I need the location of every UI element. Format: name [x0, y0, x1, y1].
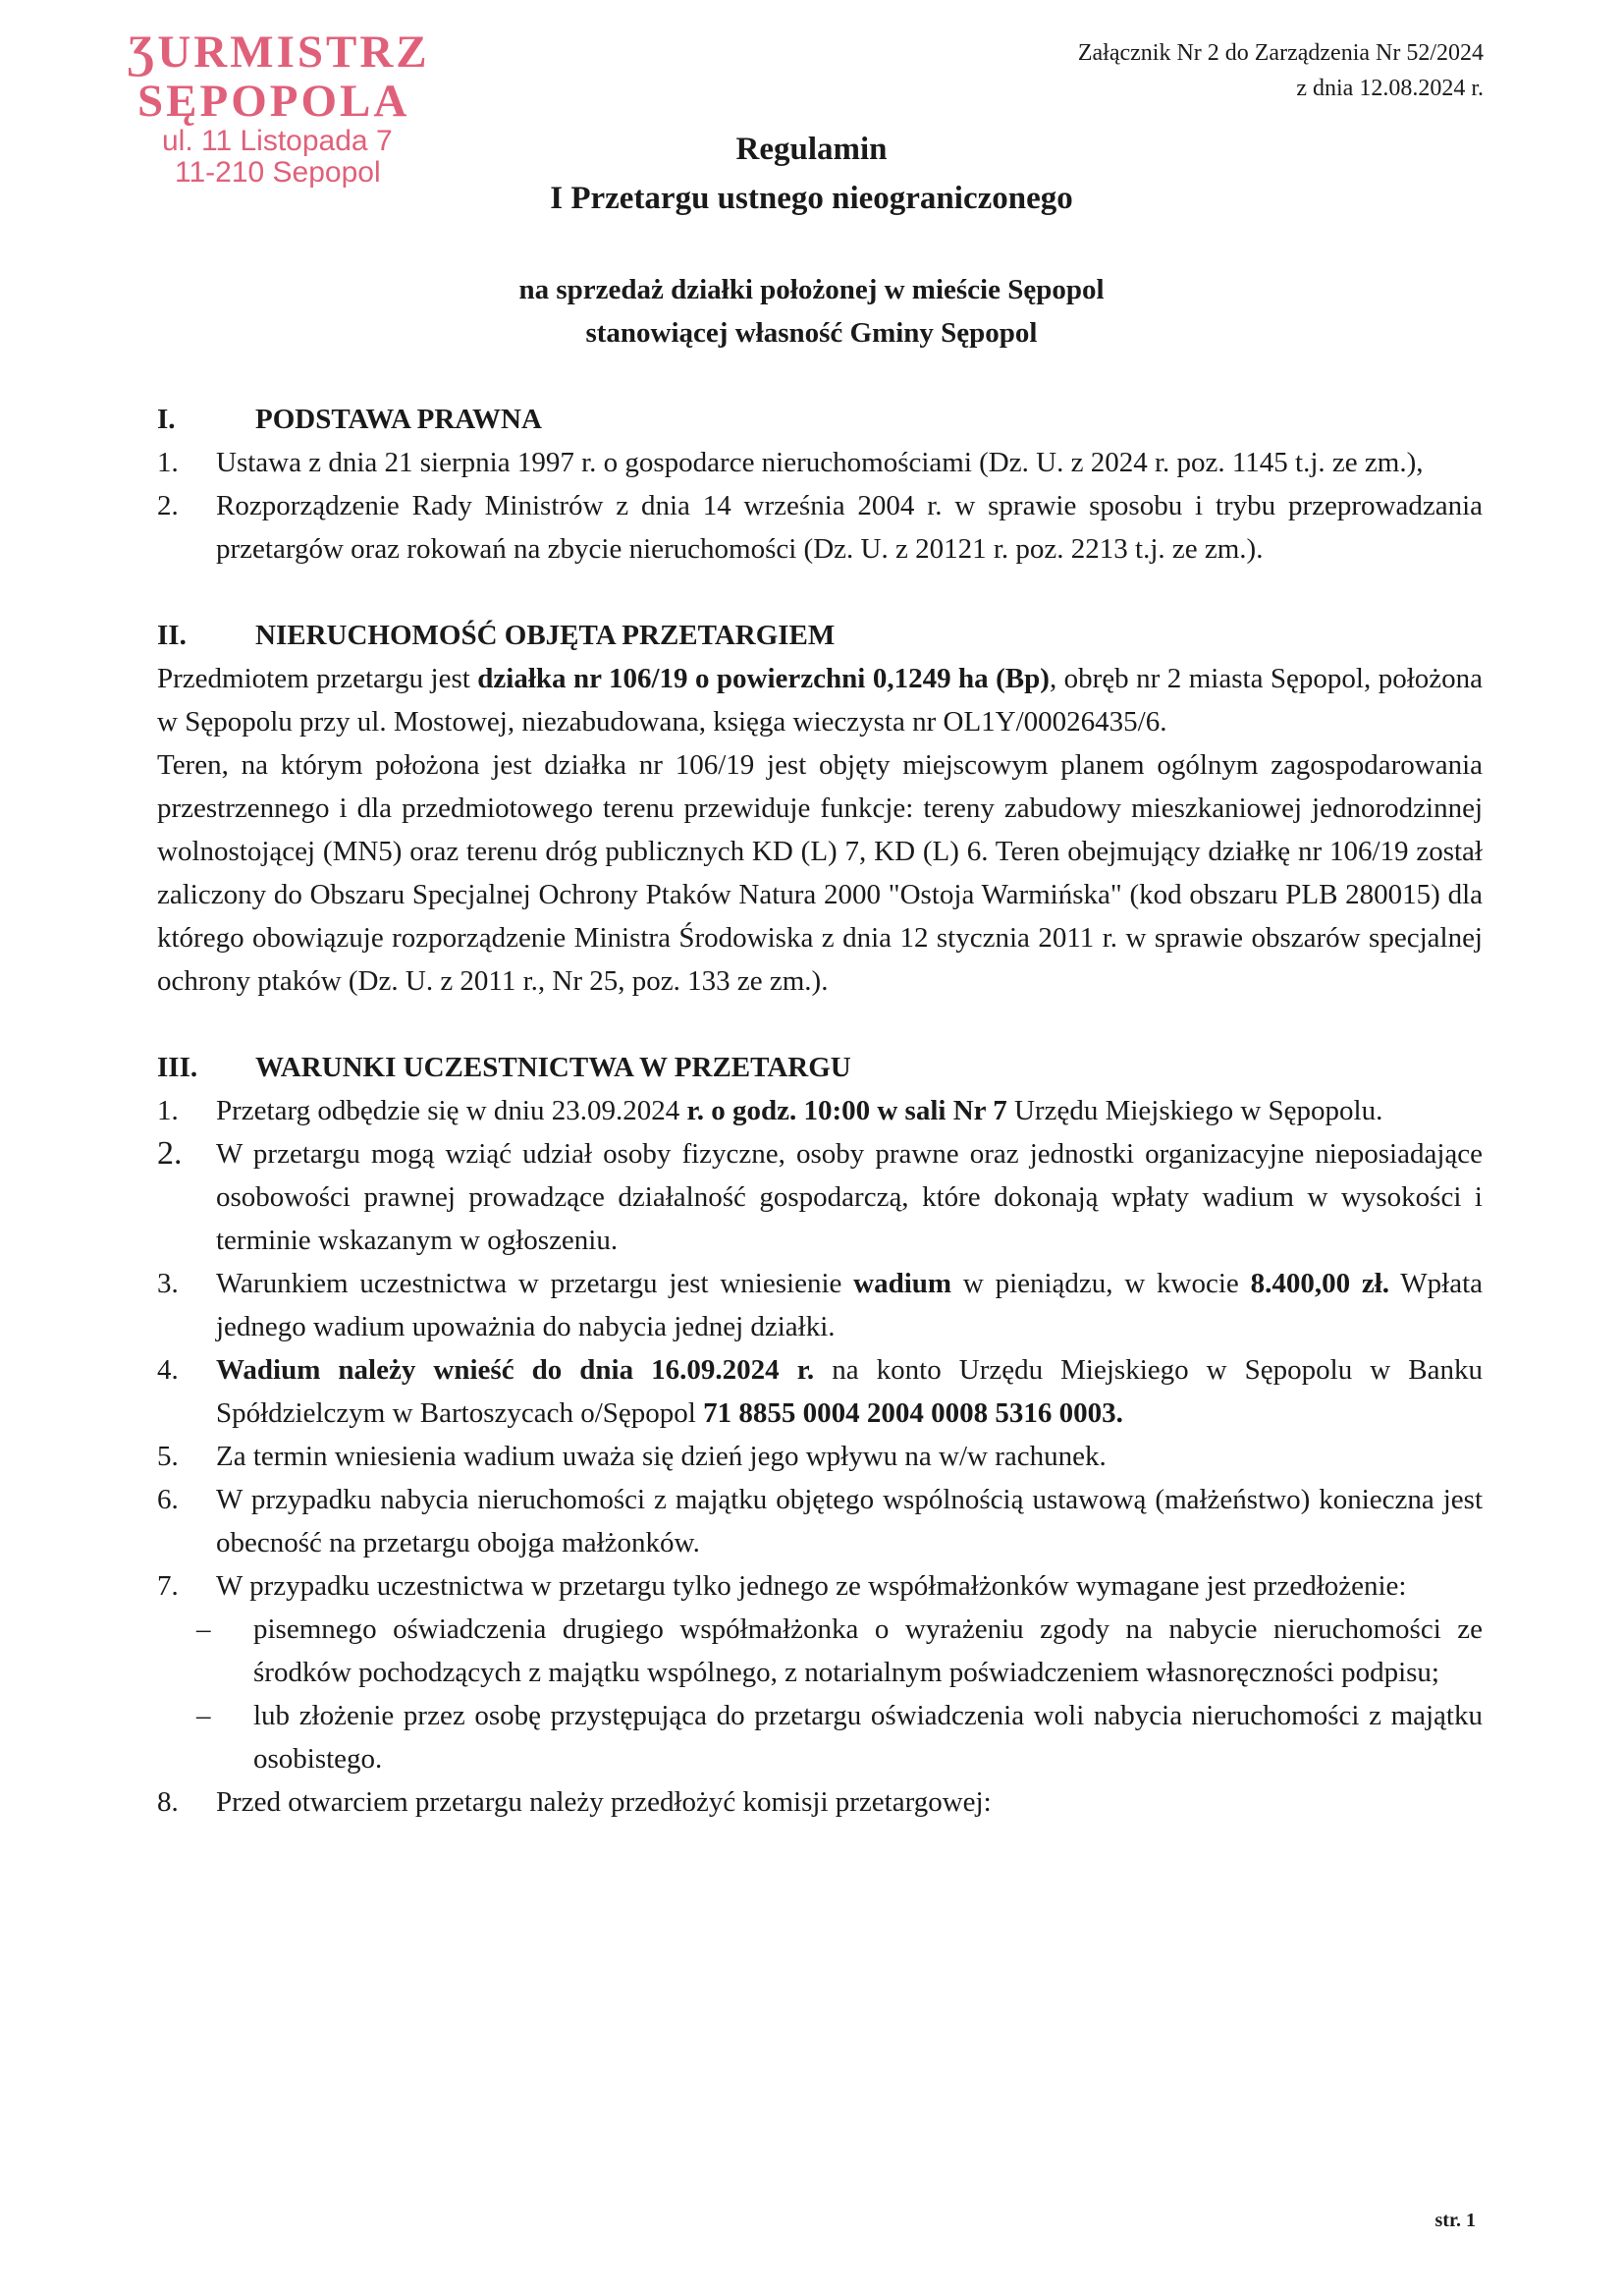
text-run: Przetarg odbędzie się w dniu 23.09.2024 — [216, 1095, 687, 1126]
stamp-line-3: ul. 11 Listopada 7 — [162, 125, 393, 157]
item-text: Rozporządzenie Rady Ministrów z dnia 14 września 2004 r. w sprawie sposobu i trybu przeprowadzania przetargów oraz rokowań na zbycie nieruchomości (Dz. U. z 20121 r. poz. 2213 t.j. ze zm.). — [216, 490, 1483, 565]
property-description — [157, 657, 1483, 743]
dash-marker: – — [196, 1613, 211, 1645]
item-text: W przypadku nabycia nieruchomości z majątku objętego wspólnością ustawową (małżeństwo) konieczna jest obecność na przetargu obojga małżonków. — [216, 1484, 1483, 1558]
section-1-heading — [157, 398, 1483, 441]
purpose-line-1: na sprzedaż działki położonej w mieście Sępopol — [518, 274, 1105, 305]
stamp-line-2: SĘPOPOLA — [137, 76, 410, 127]
text-run: w pieniądzu, w kwocie — [951, 1268, 1251, 1299]
list-item — [157, 1348, 1483, 1435]
dash-marker: – — [196, 1700, 211, 1731]
list-item — [157, 1435, 1483, 1478]
item-text: Za termin wniesienia wadium uważa się dzień jego wpływu na w/w rachunek. — [216, 1441, 1107, 1472]
item-text: W przypadku uczestnictwa w przetargu tylko jednego ze współmałżonków wymagane jest przedłożenie: — [216, 1570, 1407, 1602]
document-title: Regulamin — [735, 132, 888, 167]
section-title: NIERUCHOMOŚĆ OBJĘTA PRZETARGIEM — [255, 620, 836, 651]
item-number: 5. — [157, 1441, 179, 1472]
item-text: Ustawa z dnia 21 sierpnia 1997 r. o gospodarce nieruchomościami (Dz. U. z 2024 r. poz. 1145 t.j. ze zm.), — [216, 447, 1424, 478]
section-number: III. — [157, 1052, 198, 1083]
item-number: 7. — [157, 1570, 179, 1602]
document-subtitle: I Przetargu ustnego nieograniczonego — [550, 181, 1073, 216]
section-number: II. — [157, 620, 187, 651]
list-item — [157, 441, 1483, 484]
list-item — [157, 1132, 1483, 1262]
item-text — [216, 1262, 1483, 1348]
text-run: , obręb nr 2 miasta Sępopol, położona w Sępopolu przy ul. Mostowej, niezabudowana, księga wieczysta nr OL1Y/00026435/6. — [157, 663, 1483, 738]
item-text: Przed otwarciem przetargu należy przedłożyć komisji przetargowej: — [216, 1786, 992, 1818]
sub-item-text: pisemnego oświadczenia drugiego współmałżonka o wyrażeniu zgody na nabycie nieruchomości ze środków pochodzących z majątku wspólnego, z notarialnym poświadczeniem własnoręczności podpisu; — [253, 1613, 1483, 1688]
text-run: na konto Urzędu Miejskiego w Sępopolu w Banku Spółdzielczym w Bartoszycach o/Sępopol — [216, 1354, 1483, 1429]
list-item — [157, 1478, 1483, 1564]
section-title: WARUNKI UCZESTNICTWA W PRZETARGU — [255, 1052, 851, 1083]
deposit-amount: 8.400,00 zł. — [1250, 1268, 1390, 1299]
section-2-heading — [157, 614, 1483, 657]
bank-account-number: 71 8855 0004 2004 0008 5316 0003. — [703, 1397, 1123, 1429]
annex-line-1: Załącznik Nr 2 do Zarządzenia Nr 52/2024 — [1077, 40, 1484, 66]
text-run: Warunkiem uczestnictwa w przetargu jest wniesienie — [216, 1268, 854, 1299]
plot-details: działka nr 106/19 o powierzchni 0,1249 ha (Bp) — [477, 663, 1050, 694]
time-place: r. o godz. 10:00 w sali Nr 7 — [686, 1095, 1007, 1126]
annex-reference — [1078, 35, 1484, 106]
item-number: 8. — [157, 1786, 179, 1818]
section-3-heading — [157, 1046, 1483, 1089]
document-body — [157, 398, 1483, 1824]
item-text — [216, 1089, 1483, 1132]
section-number: I. — [157, 404, 176, 435]
item-number: 2. — [157, 490, 179, 521]
deposit-deadline: Wadium należy wnieść do dnia 16.09.2024 r. — [216, 1354, 815, 1386]
list-item — [157, 1780, 1483, 1824]
item-text — [216, 1348, 1483, 1435]
stamp-line-4: 11-210 Sepopol — [175, 156, 381, 189]
zoning-description: Teren, na którym położona jest działka nr 106/19 jest objęty miejscowym planem ogólnym zagospodarowania przestrzennego i dla przedmiotowego terenu przewiduje funkcje: tereny zabudowy mieszkaniowej jednorodzinnej wolnostojącej (MN5) oraz terenu dróg publicznych KD (L) 7, KD (L) 6. Teren obejmujący działkę nr 106/19 został zaliczony do Obszaru Specjalnej Ochrony Ptaków Natura 2000 "Ostoja Warmińska" (kod obszaru PLB 280015) dla którego obowiązuje rozporządzenie Ministra Środowiska z dnia 12 stycznia 2011 r. w sprawie obszarów specjalnej ochrony ptaków (Dz. U. z 2011 r., Nr 25, poz. 133 ze zm.). — [157, 749, 1483, 997]
list-item — [157, 1262, 1483, 1348]
text-run: Urzędu Miejskiego w Sępopolu. — [1006, 1095, 1383, 1126]
item-text: W przetargu mogą wziąć udział osoby fizyczne, osoby prawne oraz jednostki organizacyjne nieposiadające osobowości prawnej prowadzące działalność gospodarczą, które dokonają wpłaty wadium w wysokości i terminie wskazanym w ogłoszeniu. — [216, 1138, 1483, 1256]
list-item — [157, 1089, 1483, 1132]
section-title: PODSTAWA PRAWNA — [255, 404, 542, 435]
text-run: Wpłata jednego wadium upoważnia do nabycia jednej działki. — [216, 1268, 1483, 1342]
annex-line-2: z dnia 12.08.2024 r. — [1296, 76, 1484, 101]
list-item — [157, 1564, 1483, 1608]
sub-list-item — [157, 1608, 1483, 1694]
list-item — [157, 484, 1483, 571]
stamp-line-1: ƷURMISTRZ — [128, 27, 430, 78]
item-number: 6. — [157, 1484, 179, 1515]
item-number: 2. — [157, 1135, 183, 1172]
item-number: 1. — [157, 447, 179, 478]
item-number: 4. — [157, 1354, 179, 1386]
purpose-line-2: stanowiącej własność Gminy Sępopol — [585, 317, 1038, 349]
sub-list-item — [157, 1694, 1483, 1780]
deposit-word: wadium — [853, 1268, 952, 1299]
text-run: Przedmiotem przetargu jest — [157, 663, 478, 694]
sub-item-text: lub złożenie przez osobę przystępująca do przetargu oświadczenia woli nabycia nieruchomości z majątku osobistego. — [253, 1700, 1483, 1775]
item-number: 3. — [157, 1268, 179, 1299]
document-purpose — [0, 268, 1623, 355]
page-number: str. 1 — [1434, 2210, 1476, 2231]
item-number: 1. — [157, 1095, 179, 1126]
